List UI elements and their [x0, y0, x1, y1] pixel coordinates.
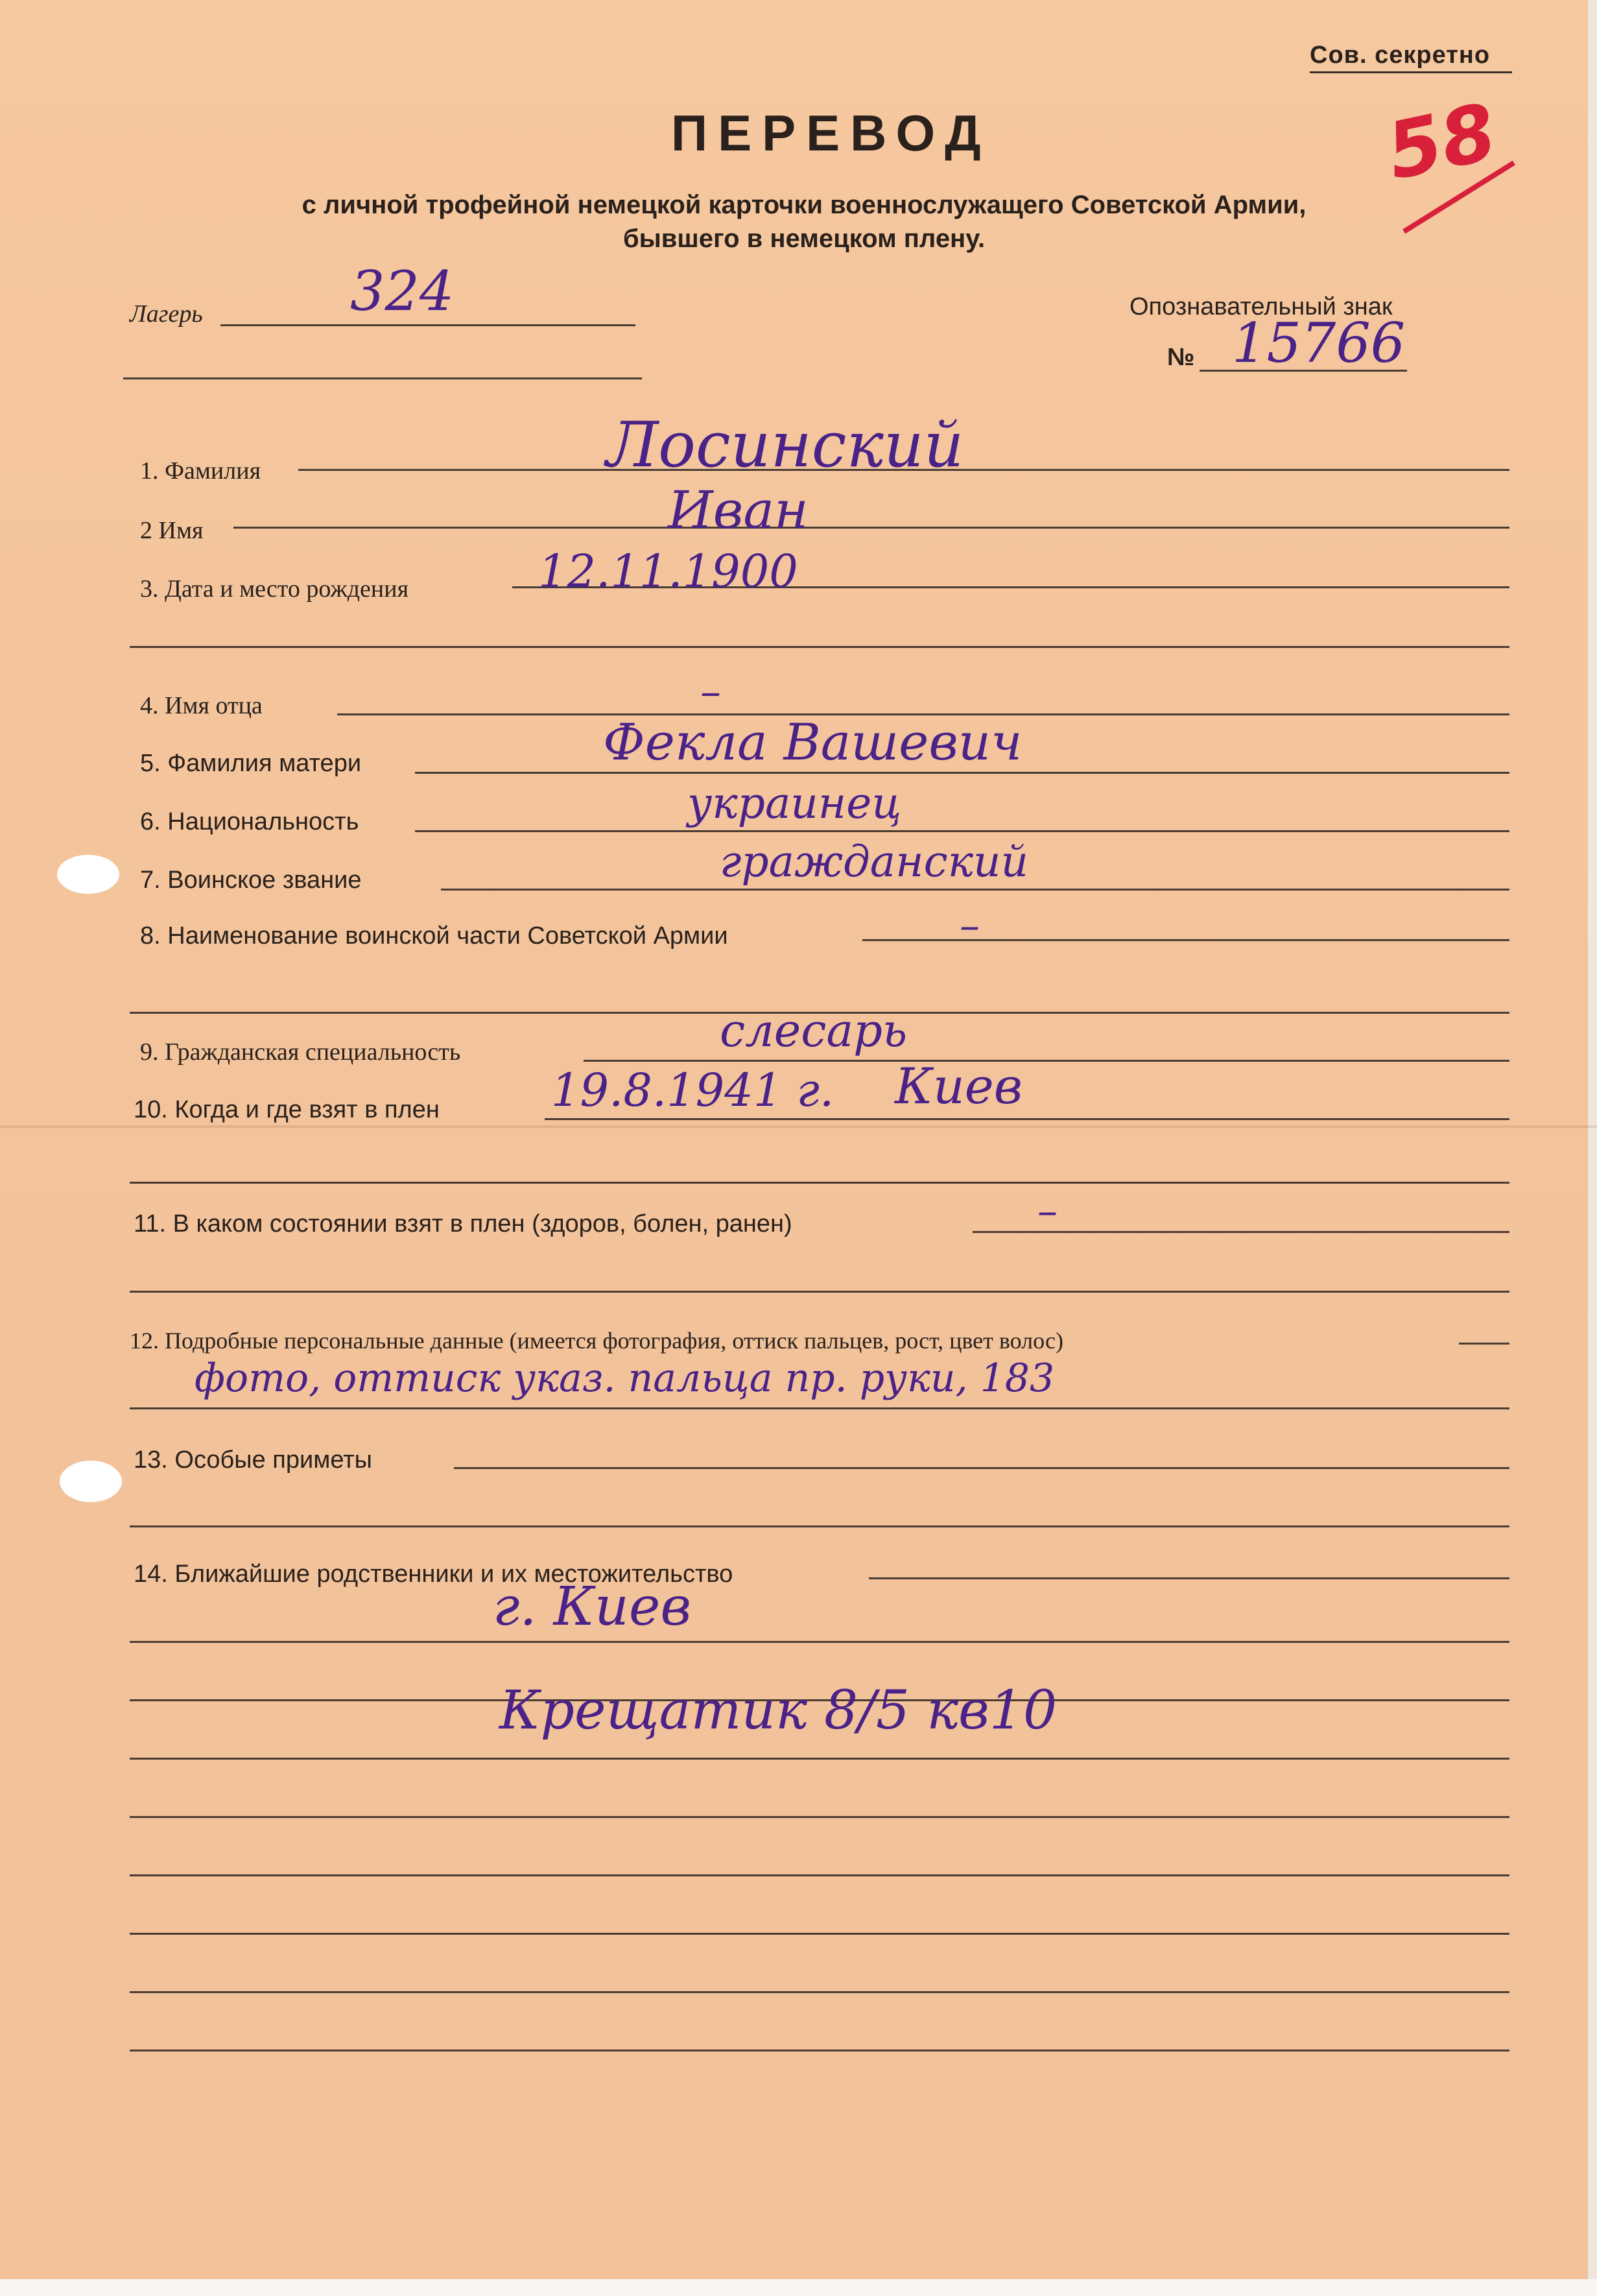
field-11-label: 11. В каком состоянии взят в плен (здоров, болен, ранен)	[134, 1210, 792, 1238]
field-7-line	[441, 889, 1509, 891]
field-2-label: 2 Имя	[140, 517, 204, 544]
field-7-label: 7. Воинское звание	[140, 867, 362, 894]
field-5-label: 5. Фамилия матери	[140, 750, 362, 777]
field-1-value: Лосинский	[606, 409, 964, 481]
field-10-value-place: Киев	[895, 1057, 1023, 1115]
field-10-line	[545, 1118, 1509, 1120]
camp-line-2	[123, 377, 642, 379]
field-14-line-7	[130, 1933, 1509, 1935]
camp-value: 324	[350, 259, 455, 323]
scan-edge-right	[1588, 0, 1597, 2296]
field-10-value-date: 19.8.1941 г.	[551, 1064, 834, 1117]
field-9-value: слесарь	[720, 1004, 908, 1057]
field-14-line-2	[130, 1641, 1509, 1643]
field-6-label: 6. Национальность	[140, 808, 359, 835]
field-14-line-4	[130, 1758, 1509, 1760]
field-12-line-2	[130, 1407, 1509, 1409]
id-tag-number-prefix: №	[1167, 344, 1195, 371]
id-tag-label: Опознавательный знак	[1130, 293, 1393, 320]
field-13-label: 13. Особые приметы	[134, 1446, 372, 1474]
punch-hole-lower	[60, 1461, 122, 1502]
field-3-label: 3. Дата и место рождения	[140, 575, 409, 603]
id-tag-value: 15766	[1232, 311, 1406, 375]
document-subtitle: с личной трофейной немецкой карточки военнослужащего Советской Армии, бывшего в немецком плену.	[302, 191, 1307, 253]
field-4-value: –	[700, 668, 721, 716]
scan-edge-bottom	[0, 2279, 1597, 2296]
field-14-value-address: Крещатик 8/5 кв10	[499, 1680, 1058, 1741]
field-11-line-2	[130, 1291, 1509, 1293]
field-5-value: Фекла Вашевич	[603, 713, 1023, 772]
field-6-line	[415, 830, 1509, 832]
field-10-label: 10. Когда и где взят в плен	[134, 1096, 440, 1123]
field-12-line	[1459, 1343, 1509, 1345]
field-3-value: 12.11.1900	[538, 545, 798, 598]
field-2-value: Иван	[668, 480, 809, 540]
field-14-label: 14. Ближайшие родственники и их местожительство	[134, 1561, 733, 1588]
punch-hole-upper	[57, 855, 119, 894]
classification-mark: Сов. секретно	[1310, 42, 1491, 69]
document-title: ПЕРЕВОД	[671, 104, 991, 161]
classification-underline	[1310, 71, 1512, 73]
field-12-value: фото, оттиск указ. пальца пр. руки, 183	[195, 1356, 1055, 1401]
field-14-line-5	[130, 1816, 1509, 1818]
field-13-line	[454, 1467, 1509, 1469]
field-14-value-city: г. Киев	[493, 1576, 692, 1638]
field-8-label: 8. Наименование воинской части Советской Армии	[140, 922, 728, 950]
field-13-line-2	[130, 1525, 1509, 1527]
field-10-line-2	[130, 1182, 1509, 1184]
field-11-value: –	[1037, 1187, 1058, 1234]
field-2-line	[233, 527, 1509, 529]
field-14-line-6	[130, 1874, 1509, 1876]
field-9-line	[584, 1060, 1509, 1062]
field-6-value: украинец	[687, 778, 902, 828]
field-5-line	[415, 772, 1509, 774]
field-14-line-8	[130, 1991, 1509, 1993]
field-14-line	[869, 1577, 1509, 1579]
field-3-line-2	[130, 646, 1509, 648]
camp-line	[220, 324, 635, 326]
field-4-label: 4. Имя отца	[140, 692, 263, 719]
field-7-value: гражданский	[720, 837, 1029, 887]
field-1-label: 1. Фамилия	[140, 457, 261, 484]
red-stamp-number: 58	[1379, 87, 1504, 198]
field-8-value: –	[960, 902, 980, 949]
camp-label: Лагерь	[130, 300, 203, 328]
field-14-line-9	[130, 2050, 1509, 2051]
field-12-label: 12. Подробные персональные данные (имеется фотография, оттиск пальцев, рост, цвет волос)	[130, 1328, 1063, 1354]
field-9-label: 9. Гражданская специальность	[140, 1038, 461, 1066]
